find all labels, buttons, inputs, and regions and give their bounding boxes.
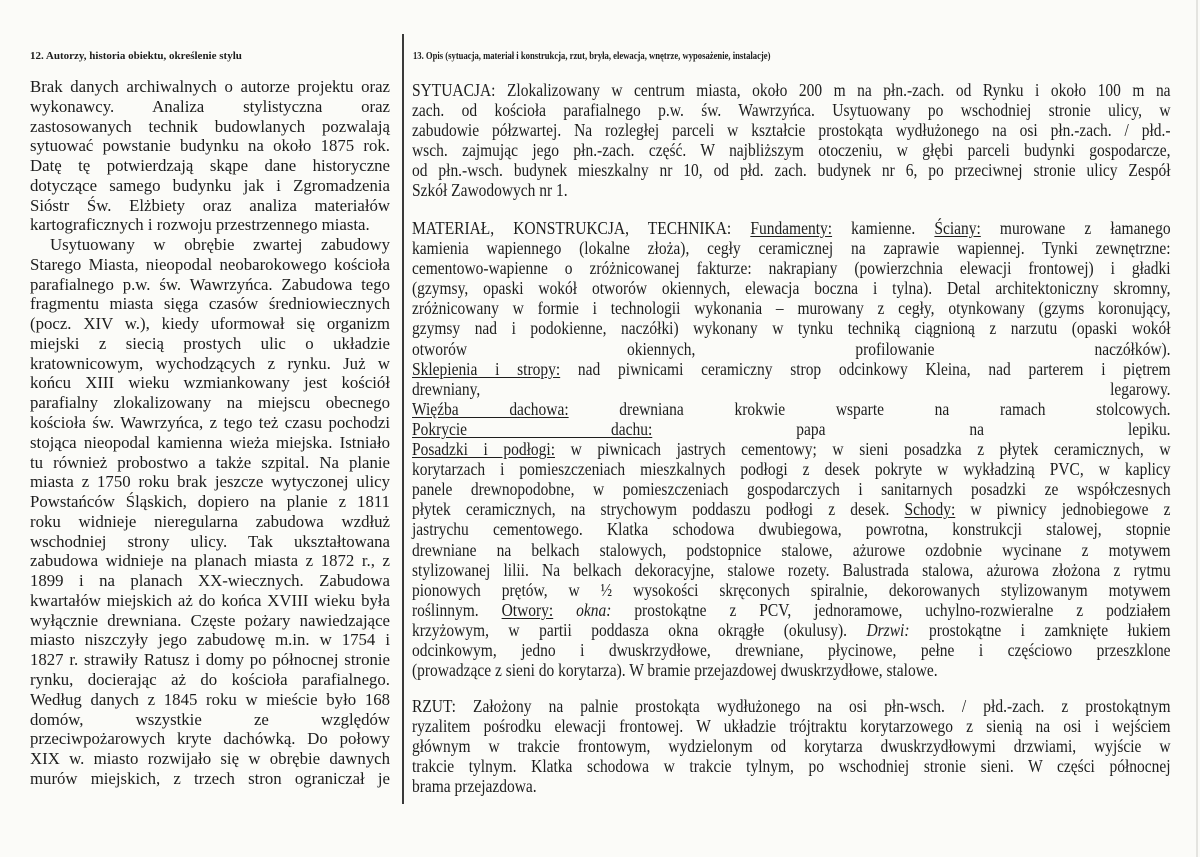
text-segment: w piwnicy jednobiegowe z — [955, 499, 1171, 520]
subheading-label: Więźba dachowa: — [412, 398, 569, 419]
text-line: Datę tę potwierdzają skąpe dane historyczne — [30, 156, 390, 176]
text-line — [412, 100, 1171, 120]
text-segment: otworów okiennych, profilowanie naczółków). — [412, 338, 1171, 359]
text-segment: kamienia wapiennego (lokalne złoża), cegły ceramicznej na zaprawie wapiennej. Tynki zewnętrzne: — [412, 238, 1171, 259]
section-rzut — [412, 696, 1171, 796]
text-segment: SYTUACJA: Zlokalizowany w centrum miasta, około 200 m na płn.-zach. od Rynku i około 100 m na — [412, 80, 1171, 100]
page-edge — [1196, 0, 1198, 857]
text-segment: ryzalitem pośrodku elewacji frontowej. W układzie trójtraktu korytarzowego z sienią na osi i wejściem — [412, 716, 1171, 737]
text-line — [412, 339, 1171, 359]
text-segment: korytarzach i pomieszczeniach mieszkalnych podłogi z desek pokryte w wykładziną PVC, w kaplicy — [412, 459, 1171, 480]
text-line — [412, 238, 1171, 258]
text-line — [412, 499, 1171, 519]
text-line — [412, 160, 1171, 180]
text-line: kościoła św. Wawrzyńca, z tego też czasu pochodzi — [30, 413, 390, 433]
text-segment: wsch. zajmując jego płn.-zach. część. W najbliższym otoczeniu, w głębi parceli budynki gospodarcze, — [412, 140, 1171, 161]
text-line: miasto niszczyły jego zabudowę m.in. w 1754 i — [30, 630, 390, 650]
subheading-label: Fundamenty: — [750, 218, 833, 238]
text-line: rynku, docierając aż do kościoła parafialnego. — [30, 669, 390, 689]
text-line: domów, wszystkie ze względów — [30, 709, 390, 729]
subheading-label: Schody: — [904, 499, 956, 520]
text-segment: panele drewnopodobne, w pomieszczeniach gospodarczych i sanitarnych posadzki ze współczesnych — [412, 479, 1171, 500]
text-segment: RZUT: Założony na palnie prostokąta wydłużonego na osi płn-wsch. / płd.-zach. z prostokątnym — [412, 696, 1171, 716]
subheading-label: Pokrycie dachu: — [412, 418, 653, 439]
text-line: Według danych z 1845 roku w mieście było 168 — [30, 689, 390, 709]
text-line — [412, 776, 1171, 796]
text-segment: zach. od kościoła parafialnego p.w. św. Wawrzyńca. Usytuowany po wschodniej stronie ulicy, w — [412, 100, 1171, 121]
text-line — [412, 379, 1171, 399]
text-line: zastosowanych technik budowlanych pozwalają — [30, 116, 390, 136]
text-line: parafialnego p.w. św. Wawrzyńca. Zabudowa tego — [30, 274, 390, 294]
text-line: Powstańców Śląskich, dopiero na planie z 1811 — [30, 492, 390, 512]
text-segment: (prowadzące z sieni do korytarza). W bramie przejazdowej dwuskrzydłowe, stalowe. — [412, 660, 938, 681]
text-line — [412, 479, 1171, 499]
text-line: zabudowa widnieje na planach miasta z 1872 r., z — [30, 551, 390, 571]
text-segment: nad piwnicami ceramiczny strop odcinkowy Kleina, nad parterem i piętrem — [560, 358, 1171, 379]
text-line — [412, 298, 1171, 318]
text-segment: drewniany, legarowy. — [412, 378, 1171, 399]
italic-label: Drzwi: — [866, 619, 910, 640]
text-segment: (gzymsy, opaski wokół otworów okiennych, elewacja boczna i tylna). Detal architektoniczny skromny, — [412, 278, 1171, 299]
text-segment — [553, 600, 576, 620]
text-segment: odcinkowym, jedno i dwuskrzydłowe, drewniane, płycinowe, pełne i częściowo przeszklone — [412, 639, 1171, 660]
text-line — [412, 80, 1171, 100]
text-line — [412, 399, 1171, 419]
text-line — [412, 218, 1171, 238]
text-line: dotyczące samego budynku jak i Zgromadzenia — [30, 175, 390, 195]
text-line — [412, 120, 1171, 140]
text-segment: krzyżowym, w partii poddasza okna okrągłe (okulusy). — [412, 619, 867, 640]
text-segment: MATERIAŁ, KONSTRUKCJA, TECHNIKA: — [412, 218, 751, 238]
text-segment: drewniane na belkach stalowych, podstopnice stalowe, ażurowe ozdobnie wycinane z motywem — [412, 539, 1171, 560]
text-line — [412, 756, 1171, 776]
text-line — [412, 419, 1171, 439]
section-material-konstrukcja — [412, 218, 1171, 680]
text-segment: kamienne. — [832, 218, 935, 238]
text-segment: prostokątne i zamknięte łukiem — [909, 619, 1171, 640]
text-line: roku widnieje nieregularna zabudowa wzdłuż — [30, 511, 390, 531]
text-line: kratownicowym, wychodzących z rynku. Już w — [30, 353, 390, 373]
text-segment: od płn.-wsch. budynek mieszkalny nr 10, od płd. zach. budynek nr 6, po przeciwnej stronie ulicy Zespół — [412, 160, 1171, 181]
text-line: wschodniej strony ulicy. Tak ukształtowana — [30, 531, 390, 551]
text-segment: jastrychu cementowego. Klatka schodowa dwubiegowa, powrotna, konstrukcji stalowej, stopnie — [412, 519, 1171, 540]
text-line — [412, 439, 1171, 459]
text-line: Brak danych archiwalnych o autorze projektu oraz — [30, 77, 390, 96]
text-segment: płytek ceramicznych, na strychowym poddaszu podłogi z desek. — [412, 499, 905, 520]
text-segment: murowane z łamanego — [980, 218, 1171, 238]
text-line: Usytuowany w obrębie zwartej zabudowy — [50, 235, 390, 255]
text-segment: gzymsy nad i podokienne, naczółki) wykonany w tynku techniką ciągnioną z narzutu (opaski wokół — [412, 318, 1171, 339]
text-line — [412, 359, 1171, 379]
text-line: Sióstr Św. Elżbiety oraz analiza materiałów — [30, 195, 390, 215]
text-line: końcu XIII wieku wzmiankowany jest kościół — [30, 373, 390, 393]
text-line — [412, 600, 1171, 620]
text-line: (pocz. XIV w.), kiedy uformował się organizm — [30, 314, 390, 334]
text-segment: zabudowie półzwartej. Na rozległej parceli w kształcie prostokąta wydłużonego na osi płn.-zach. / płd.- — [412, 120, 1171, 141]
text-segment: papa na lepiku. — [652, 418, 1171, 439]
text-line: 1827 r. strawiły Ratusz i domy po północnej stronie — [30, 650, 390, 670]
text-segment: drewniana krokwie wsparte na ramach stolcowych. — [568, 398, 1171, 419]
text-line — [412, 716, 1171, 736]
text-segment: trakcie tylnym. Klatka schodowa w trakcie tylnym, po wschodniej stronie sieni. W części północnej — [412, 756, 1171, 777]
text-line: tu również probostwo a także szpital. Na planie — [30, 452, 390, 472]
text-line — [412, 640, 1171, 660]
text-line — [412, 620, 1171, 640]
text-segment: Szkół Zawodowych nr 1. — [412, 180, 568, 201]
text-line: wykonawcy. Analiza stylistyczna oraz — [30, 96, 390, 116]
text-line: 1899 i na planach XX-wiecznych. Zabudowa — [30, 571, 390, 591]
italic-label: okna: — [576, 599, 612, 620]
text-segment: zróżnicowany w formie i technologii wykonania – murowany z cegły, otynkowany (gzyms koronujący, — [412, 298, 1171, 319]
text-line: parafialny zlokalizowany na miejscu obecnego — [30, 393, 390, 413]
text-line: wyłącznie drewniana. Częste pożary nawiedzające — [30, 610, 390, 630]
text-segment: pionowych prętów, w ½ wysokości skręconych spiralnie, dekorowanych stylizowanym motywem — [412, 579, 1171, 600]
paragraph — [30, 77, 390, 235]
text-line — [412, 736, 1171, 756]
text-line: przeciwpożarowych kryte dachówką. Do połowy — [30, 729, 390, 749]
text-line — [412, 560, 1171, 580]
text-line: sytuować powstanie budynku na około 1875 rok. — [30, 136, 390, 156]
section-12-heading: 12. Autorzy, historia obiektu, określenie stylu — [30, 50, 242, 62]
subheading-label: Sklepienia i stropy: — [412, 358, 561, 379]
text-segment: prostokątne z PCV, jednoramowe, uchylno-rozwieralne z podziałem — [611, 599, 1171, 620]
text-segment: cementowo-wapienne o zróżnicowanej fakturze: nakrapiany (powierzchnia elewacji frontowej) i gładki — [412, 258, 1171, 279]
text-line — [412, 318, 1171, 338]
text-line — [412, 696, 1171, 716]
text-segment: roślinnym. — [412, 599, 502, 620]
section-sytuacja — [412, 80, 1171, 201]
text-line — [412, 278, 1171, 298]
text-line: murów miejskich, z trzech stron ograniczał je — [30, 768, 390, 788]
text-line — [412, 140, 1171, 160]
text-segment: w piwnicach jastrych cementowy; w sieni posadzka z płytek ceramicznych, w — [555, 439, 1171, 460]
subheading-label: Ściany: — [934, 218, 981, 238]
text-line — [412, 660, 1171, 680]
section-13-heading: 13. Opis (sytuacja, materiał i konstrukcja, rzut, bryła, elewacja, wnętrze, wyposażenie, instalacje) — [413, 51, 771, 62]
section-12-body — [30, 77, 390, 789]
text-line: kartograficznych i rozwoju przestrzennego miasta. — [30, 215, 370, 235]
text-segment: stylizowanej lilii. Na belkach dekoracyjne, stalowe rozety. Balustrada stalowa, ażurowa złożona z rytmu — [412, 559, 1171, 580]
text-line: miasta z 1750 roku brak jeszcze wytyczonej ulicy — [30, 472, 390, 492]
subheading-label: Otwory: — [501, 599, 554, 620]
text-line — [412, 519, 1171, 539]
column-divider — [402, 34, 404, 804]
subheading-label: Posadzki i podłogi: — [412, 439, 555, 460]
text-segment: głównym w trakcie frontowym, wydzielonym od korytarza dwuskrzydłowymi drzwiami, wyjście w — [412, 736, 1171, 757]
text-line: Starego Miasta, nieopodal neobarokowego kościoła — [30, 254, 390, 274]
text-line: stojąca nieopodal kamienna wieża miejska. Istniało — [30, 432, 390, 452]
text-line — [412, 459, 1171, 479]
text-line — [412, 540, 1171, 560]
text-line: kwartałów miejskich aż do końca XVIII wieku była — [30, 590, 390, 610]
text-line — [412, 580, 1171, 600]
text-segment: brama przejazdowa. — [412, 776, 537, 797]
paragraph — [30, 235, 390, 788]
text-line: miejski z siecią prostych ulic o układzie — [30, 333, 390, 353]
text-line — [412, 180, 1171, 200]
text-line — [412, 258, 1171, 278]
text-line: XIX w. miasto rozwijało się w obrębie dawnych — [30, 749, 390, 769]
text-line: fragmentu miasta sięga czasów średniowiecznych — [30, 294, 390, 314]
